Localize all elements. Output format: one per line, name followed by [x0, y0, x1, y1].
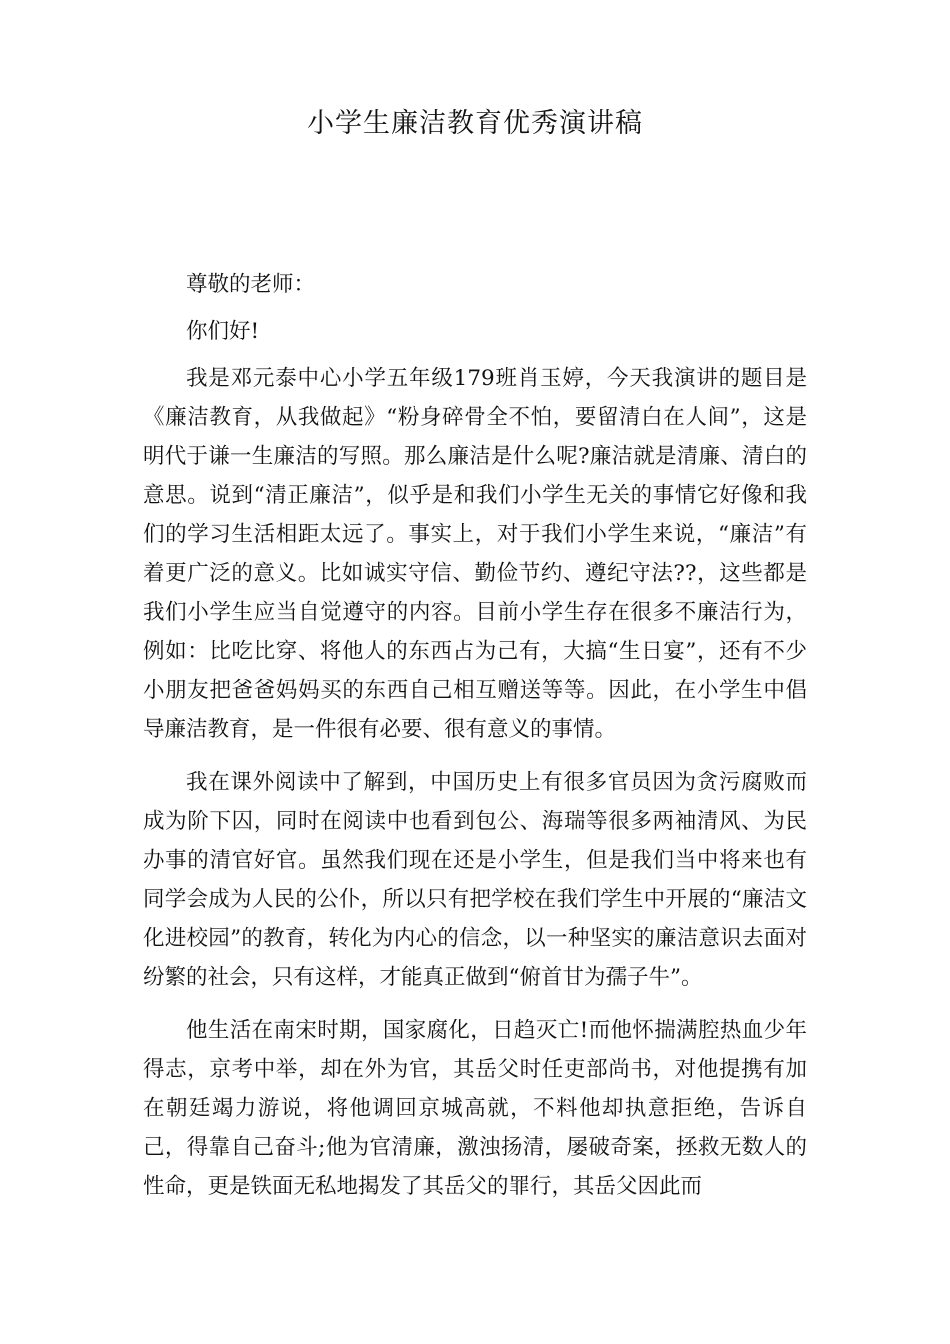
document-body: [143, 265, 807, 1220]
salutation: 尊敬的老师：: [186, 272, 316, 297]
document-title: 小学生廉洁教育优秀演讲稿: [307, 108, 643, 139]
body-paragraph: 我在课外阅读中了解到，中国历史上有很多官员因为贪污腐败而成为阶下囚，同时在阅读中也看到包公、海瑞等很多两袖清风、为民办事的清官好官。虽然我们现在还是小学生，但是我们当中将来也有同学会成为人民的公仆，所以只有把学校在我们学生中开展的“廉洁文化进校园”的教育，转化为内心的信念，以一种坚实的廉洁意识去面对纷繁的社会，只有这样，才能真正做到“俯首甘为孺子牛”。: [143, 770, 807, 990]
body-paragraph: 我是邓元泰中心小学五年级179班肖玉婷，今天我演讲的题目是《廉洁教育，从我做起》“粉身碎骨全不怕，要留清白在人间”，这是明代于谦一生廉洁的写照。那么廉洁是什么呢?廉洁就是清廉、清白的意思。说到“清正廉洁”，似乎是和我们小学生无关的事情它好像和我们的学习生活相距太远了。事实上，对于我们小学生来说，“廉洁”有着更广泛的意义。比如诚实守信、勤俭节约、遵纪守法??，这些都是我们小学生应当自觉遵守的内容。目前小学生存在很多不廉洁行为，例如：比吃比穿、将他人的东西占为己有，大搞“生日宴”，还有不少小朋友把爸爸妈妈买的东西自己相互赠送等等。因此，在小学生中倡导廉洁教育，是一件很有必要、很有意义的事情。: [143, 366, 807, 742]
greeting: 你们好!: [186, 319, 260, 344]
body-paragraph: 他生活在南宋时期，国家腐化，日趋灭亡!而他怀揣满腔热血少年得志，京考中举，却在外为官，其岳父时任吏部尚书，对他提携有加在朝廷竭力游说，将他调回京城高就，不料他却执意拒绝，告诉自己，得靠自己奋斗;他为官清廉，激浊扬清，屡破奇案，拯救无数人的性命，更是铁面无私地揭发了其岳父的罪行，其岳父因此而: [143, 1018, 807, 1199]
